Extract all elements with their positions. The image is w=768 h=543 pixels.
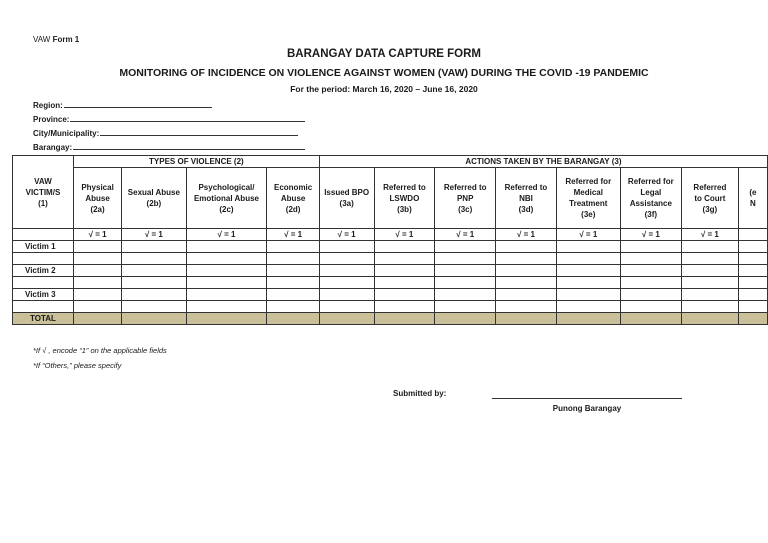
data-cell[interactable]: [374, 265, 435, 277]
data-cell[interactable]: [556, 253, 620, 265]
signature-line[interactable]: [492, 398, 682, 399]
table-row: [13, 289, 768, 301]
data-cell[interactable]: [738, 265, 767, 277]
check-row-blank: [13, 229, 74, 241]
column-header-line: Physical: [81, 182, 114, 192]
column-header: [319, 168, 374, 229]
table-row: [13, 241, 768, 253]
data-cell[interactable]: [186, 265, 267, 277]
data-cell[interactable]: [122, 241, 186, 253]
data-cell[interactable]: [374, 241, 435, 253]
data-cell[interactable]: [681, 265, 738, 277]
victim-blank: [13, 277, 74, 289]
total-cell[interactable]: [620, 313, 681, 325]
check-rule: √ = 1: [267, 229, 319, 241]
total-cell[interactable]: [556, 313, 620, 325]
form-title: BARANGAY DATA CAPTURE FORM: [286, 48, 481, 60]
column-header-line: Referred to: [383, 182, 426, 192]
data-cell[interactable]: [435, 241, 496, 253]
form-id-prefix: VAW: [33, 35, 51, 44]
column-header-line: to Court: [694, 193, 726, 203]
column-header-line: (3a): [339, 199, 354, 208]
column-header-line: N: [750, 199, 756, 208]
column-header-line: Referred to: [443, 182, 487, 192]
province-label: Province:: [33, 115, 70, 124]
check-rule: √ = 1: [186, 229, 267, 241]
data-cell[interactable]: [435, 253, 496, 265]
data-cell[interactable]: [319, 241, 374, 253]
victim-label: Victim 1: [13, 241, 74, 253]
column-header-line: Economic: [274, 182, 313, 192]
column-header: [738, 168, 767, 229]
column-header-line: LSWDO: [389, 193, 420, 203]
data-cell[interactable]: [73, 265, 121, 277]
column-header-line: (3c): [458, 204, 473, 214]
column-header-line: (3d): [518, 204, 534, 214]
total-cell[interactable]: [435, 313, 496, 325]
barangay-label: Barangay:: [33, 143, 73, 152]
data-cell[interactable]: [496, 265, 557, 277]
data-cell[interactable]: [73, 289, 121, 301]
total-cell[interactable]: [73, 313, 121, 325]
data-cell[interactable]: [186, 289, 267, 301]
data-cell[interactable]: [496, 289, 557, 301]
data-cell[interactable]: [620, 241, 681, 253]
region-field[interactable]: [33, 99, 212, 110]
column-header: [681, 168, 738, 229]
data-cell[interactable]: [319, 289, 374, 301]
form-subtitle: MONITORING OF INCIDENCE ON VIOLENCE AGAINST WOMEN (VAW) DURING THE COVID -19 PANDEMIC: [119, 67, 649, 79]
note-encode: *If √ , encode “1” on the applicable fields: [33, 346, 167, 355]
table-row: [13, 253, 768, 265]
region-label: Region:: [33, 101, 63, 110]
data-cell[interactable]: [186, 253, 267, 265]
table-row: [13, 265, 768, 277]
total-label: TOTAL: [13, 313, 74, 325]
column-header-line: Treatment: [569, 199, 608, 208]
total-cell[interactable]: [186, 313, 267, 325]
data-cell[interactable]: [620, 301, 681, 313]
column-header-line: (e: [749, 188, 757, 197]
victim-label: Victim 3: [13, 289, 74, 301]
data-cell[interactable]: [267, 265, 319, 277]
column-header: [374, 168, 435, 229]
total-cell[interactable]: [738, 313, 767, 325]
data-cell[interactable]: [681, 289, 738, 301]
check-rule: √ = 1: [496, 229, 557, 241]
data-cell[interactable]: [738, 289, 767, 301]
data-cell[interactable]: [738, 241, 767, 253]
data-cell[interactable]: [556, 301, 620, 313]
total-cell[interactable]: [496, 313, 557, 325]
check-rule: √ = 1: [620, 229, 681, 241]
data-cell[interactable]: [122, 265, 186, 277]
column-header: [556, 168, 620, 229]
data-cell[interactable]: [374, 301, 435, 313]
note-others: *If “Others,” please specify: [33, 361, 122, 370]
data-cell[interactable]: [122, 253, 186, 265]
column-header-line: Assistance: [629, 199, 672, 208]
column-header: [122, 168, 186, 229]
column-header-line: PNP: [456, 193, 474, 203]
column-header: [73, 168, 121, 229]
check-rule: √ = 1: [73, 229, 121, 241]
city-field[interactable]: [33, 127, 298, 138]
column-header-line: Psychological/: [198, 182, 255, 192]
data-cell[interactable]: [738, 253, 767, 265]
data-cell[interactable]: [319, 277, 374, 289]
data-cell[interactable]: [122, 289, 186, 301]
data-cell[interactable]: [267, 253, 319, 265]
column-header-line: (2b): [146, 199, 162, 208]
region-blank[interactable]: [64, 99, 212, 108]
total-cell[interactable]: [319, 313, 374, 325]
check-rule: √ = 1: [319, 229, 374, 241]
data-cell[interactable]: [122, 301, 186, 313]
column-header: [267, 168, 319, 229]
data-cell[interactable]: [496, 253, 557, 265]
column-header-line: Referred for: [565, 177, 612, 186]
data-cell[interactable]: [267, 241, 319, 253]
form-id-suffix: Form 1: [52, 35, 80, 44]
vaw-data-table: [12, 155, 768, 325]
data-cell[interactable]: [435, 277, 496, 289]
data-cell[interactable]: [681, 277, 738, 289]
data-cell[interactable]: [556, 277, 620, 289]
victim-header-line: (1): [38, 198, 48, 208]
data-cell[interactable]: [73, 301, 121, 313]
data-cell[interactable]: [435, 289, 496, 301]
data-cell[interactable]: [556, 241, 620, 253]
data-cell[interactable]: [319, 253, 374, 265]
column-header-line: Medical: [573, 188, 603, 197]
data-cell[interactable]: [681, 253, 738, 265]
column-header: [620, 168, 681, 229]
data-cell[interactable]: [374, 289, 435, 301]
column-header-line: (2a): [90, 204, 105, 214]
data-cell[interactable]: [73, 277, 121, 289]
province-blank[interactable]: [70, 113, 305, 122]
header-vaw-victims: [13, 156, 74, 229]
form-period: For the period: March 16, 2020 – June 16, 2020: [290, 84, 478, 94]
column-header-line: (3f): [644, 210, 658, 219]
data-cell[interactable]: [73, 253, 121, 265]
column-header: [496, 168, 557, 229]
data-cell[interactable]: [374, 253, 435, 265]
victim-blank: [13, 301, 74, 313]
victim-header-line: VAW: [34, 176, 52, 186]
victim-label: Victim 2: [13, 265, 74, 277]
check-rule: √ = 1: [681, 229, 738, 241]
province-field[interactable]: [33, 113, 305, 124]
column-header-line: (2c): [219, 204, 234, 214]
data-cell[interactable]: [620, 289, 681, 301]
column-header: [435, 168, 496, 229]
check-rule: √ = 1: [435, 229, 496, 241]
column-header-line: Referred for: [627, 177, 674, 186]
column-header-line: Issued BPO: [324, 188, 370, 197]
data-cell[interactable]: [681, 301, 738, 313]
total-cell[interactable]: [681, 313, 738, 325]
data-cell[interactable]: [319, 301, 374, 313]
column-header-line: NBI: [519, 193, 533, 203]
header-actions-taken: ACTIONS TAKEN BY THE BARANGAY (3): [319, 156, 767, 168]
data-cell[interactable]: [620, 253, 681, 265]
data-cell[interactable]: [267, 301, 319, 313]
data-cell[interactable]: [620, 277, 681, 289]
data-cell[interactable]: [496, 277, 557, 289]
data-cell[interactable]: [122, 277, 186, 289]
column-header-line: (2d): [285, 204, 301, 214]
data-cell[interactable]: [556, 265, 620, 277]
data-cell[interactable]: [435, 301, 496, 313]
data-cell[interactable]: [186, 241, 267, 253]
city-blank[interactable]: [100, 127, 298, 136]
data-cell[interactable]: [738, 301, 767, 313]
column-header-line: Emotional Abuse: [193, 193, 259, 203]
data-cell[interactable]: [374, 277, 435, 289]
data-cell[interactable]: [73, 241, 121, 253]
column-header: [186, 168, 267, 229]
victim-header-line: VICTIM/S: [25, 187, 61, 197]
data-cell[interactable]: [620, 265, 681, 277]
city-label: City/Municipality:: [33, 129, 100, 138]
data-cell[interactable]: [267, 289, 319, 301]
victim-blank: [13, 253, 74, 265]
check-rule: √ = 1: [556, 229, 620, 241]
form-id: [33, 35, 79, 44]
data-cell[interactable]: [496, 301, 557, 313]
check-rule: [738, 229, 767, 241]
barangay-field[interactable]: [33, 141, 305, 152]
total-cell[interactable]: [267, 313, 319, 325]
data-cell[interactable]: [738, 277, 767, 289]
column-header-line: Abuse: [280, 193, 306, 203]
header-types-of-violence: TYPES OF VIOLENCE (2): [73, 156, 319, 168]
data-cell[interactable]: [556, 289, 620, 301]
submitted-by-label: Submitted by:: [393, 389, 447, 398]
check-rule: √ = 1: [122, 229, 186, 241]
column-header-line: Referred: [693, 182, 727, 192]
barangay-blank[interactable]: [73, 141, 305, 150]
data-cell[interactable]: [186, 277, 267, 289]
signer-title: Punong Barangay: [552, 404, 622, 413]
data-cell[interactable]: [186, 301, 267, 313]
column-header-line: Referred to: [504, 182, 548, 192]
data-cell[interactable]: [435, 265, 496, 277]
data-cell[interactable]: [267, 277, 319, 289]
data-cell[interactable]: [496, 241, 557, 253]
total-cell[interactable]: [374, 313, 435, 325]
column-header-line: (3b): [397, 204, 412, 214]
table-row: [13, 301, 768, 313]
column-header-line: Sexual Abuse: [127, 188, 180, 197]
column-header-line: Abuse: [85, 193, 110, 203]
column-header-line: Legal: [640, 188, 662, 197]
data-cell[interactable]: [319, 265, 374, 277]
check-rule: √ = 1: [374, 229, 435, 241]
table-row: [13, 277, 768, 289]
total-cell[interactable]: [122, 313, 186, 325]
column-header-line: (3g): [702, 204, 718, 214]
column-header-line: (3e): [581, 210, 596, 219]
data-cell[interactable]: [681, 241, 738, 253]
